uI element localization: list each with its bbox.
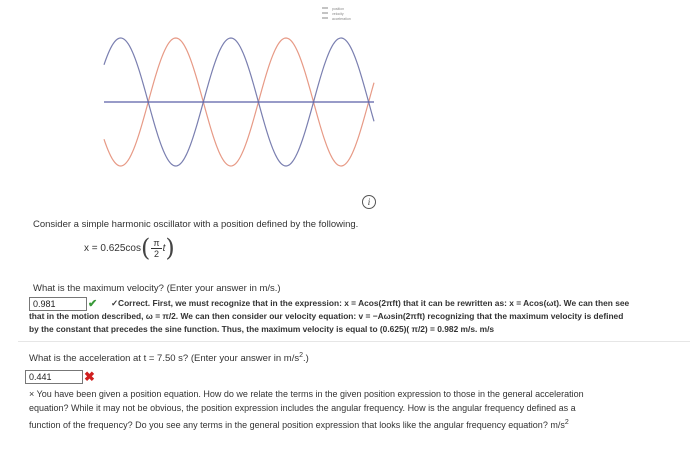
q2-prompt bbox=[29, 352, 309, 364]
right-paren-icon: ) bbox=[165, 234, 175, 262]
q1-feedback-line2: that in the motion described, ω = π/2. We can then consider our velocity equation: v = −Aωsin(2πft) recognizing that the maximum velocity is defined bbox=[29, 311, 624, 321]
q2-answer-input[interactable]: 0.441 bbox=[25, 370, 83, 384]
left-paren-icon: ( bbox=[140, 234, 151, 262]
legend-label: acceleration bbox=[332, 17, 351, 21]
q2-feedback-text: function of the frequency? Do you see any terms in the general position expression that looks like the angular frequency equation? m/s bbox=[29, 420, 565, 430]
q2-feedback-line2: equation? While it may not be obvious, the position expression includes the angular frequency. How is the angular frequency defined as a bbox=[29, 403, 576, 413]
q2-prompt-sup: 2 bbox=[299, 352, 303, 359]
fraction-denominator: 2 bbox=[153, 248, 159, 259]
cross-icon: ✖ bbox=[84, 369, 95, 384]
q1-feedback-line3: by the constant that precedes the sine function. Thus, the maximum velocity is equal to (0.625)( π/2) = 0.982 m/s. m/s bbox=[29, 324, 495, 334]
equation-lhs: x = 0.625cos bbox=[84, 242, 141, 254]
position-equation bbox=[84, 236, 175, 260]
q2-prompt-text: What is the acceleration at t = 7.50 s? (Enter your answer in m/s bbox=[29, 353, 300, 365]
q2-feedback-sup: 2 bbox=[564, 419, 569, 426]
legend-label: velocity bbox=[332, 12, 344, 16]
equation-variable: t bbox=[162, 242, 166, 254]
q1-feedback-line1: ✓Correct. First, we must recognize that in the expression: x = Acos(2πft) that it can be rewritten as: x = Acos(ωt). We can then see bbox=[111, 298, 630, 308]
question-intro: Consider a simple harmonic oscillator with a position defined by the following. bbox=[33, 219, 359, 230]
divider bbox=[18, 341, 690, 342]
q2-feedback-line3 bbox=[29, 416, 569, 433]
legend-label: position bbox=[332, 7, 345, 11]
check-icon: ✔ bbox=[88, 298, 98, 310]
q1-prompt: What is the maximum velocity? (Enter your answer in m/s.) bbox=[33, 283, 281, 294]
oscillation-plot bbox=[96, 2, 376, 174]
q2-prompt-end: .) bbox=[303, 353, 309, 365]
q2-feedback-line1: × You have been given a position equation. How do we relate the terms in the given position expression to those in the general acceleration bbox=[29, 389, 584, 399]
q1-answer-input[interactable]: 0.981 bbox=[29, 297, 87, 311]
info-icon[interactable]: i bbox=[362, 195, 376, 209]
fraction-numerator: π bbox=[153, 237, 160, 248]
equation-fraction bbox=[151, 238, 161, 259]
plot-legend bbox=[322, 7, 351, 21]
